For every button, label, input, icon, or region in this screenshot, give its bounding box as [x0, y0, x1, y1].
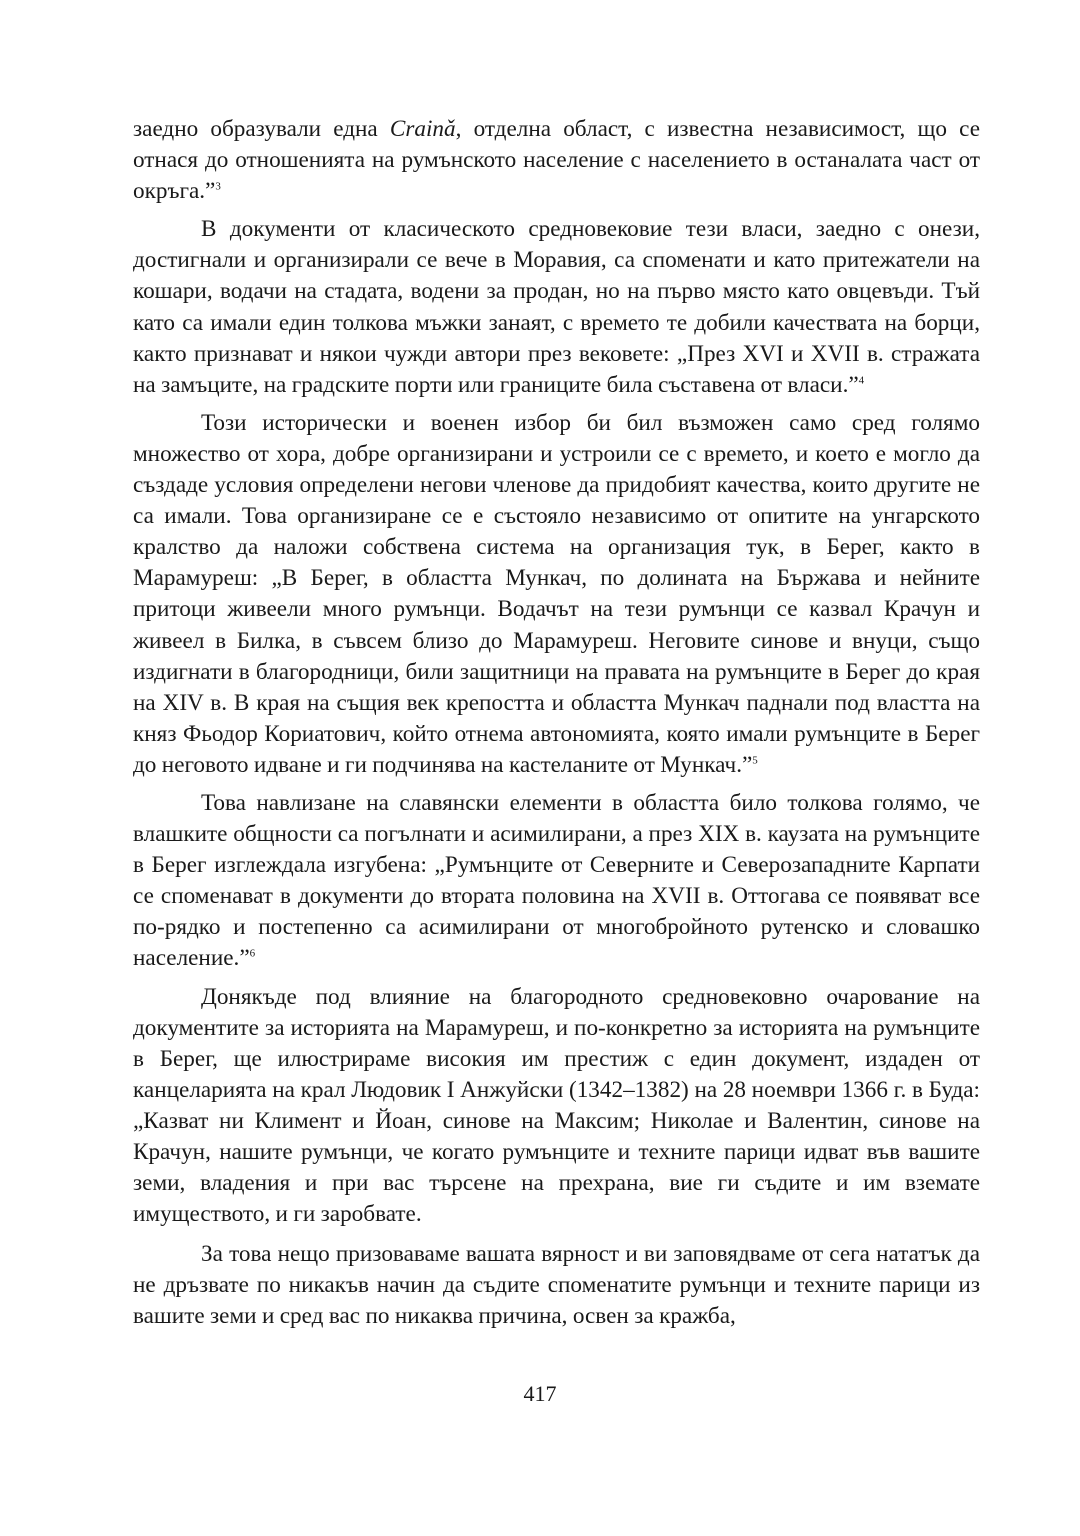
page-number: 417 [523, 1381, 557, 1406]
paragraph-6 [133, 1239, 980, 1332]
paragraph-1-text-end: , отделна област, с известна независимост, що се отнася до отношенията на румънското население с населението в останалата част от окръга.” [133, 116, 980, 205]
body-text [133, 114, 980, 1333]
italic-term-craina: Crainǎ [389, 116, 456, 142]
paragraph-5 [133, 982, 980, 1231]
footnote-ref-4: 4 [858, 374, 865, 387]
footnote-ref-6: 6 [249, 947, 256, 960]
paragraph-3-text: Този исторически и военен избор би бил възможен само сред голямо множество от хора, добре организирани и устроили се с времето, и което е могло да създаде условия определени негови членове да придобият качества, които другите не са имали. Това организиране се е състояло независимо от опитите на унгарското кралство да наложи собствена система на организация тук, в Берег, както в Марамуреш: „В Берег, в областта Мункач, по долината на Бържава и нейните притоци живеели много румънци. Водачът на тези румънци се казвал Крачун и живеел в Билка, в съвсем близо до Марамуреш. Неговите синове и внуци, също издигнати в благородници, били защитници на правата на румънците в Берег до края на XIV в. В края на същия век крепостта и областта Мункач паднали под властта на княз Фьодор Кориатович, който отнема автономията, която имали румънците в Берег до неговото идване и ги подчинява на кастеланите от Мункач.” [133, 409, 980, 778]
footnote-ref-3: 3 [215, 180, 221, 193]
paragraph-1 [133, 114, 980, 207]
paragraph-6-text: За това нещо призоваваме вашата вярност и ви заповядваме от сега нататък да не дръзвате по никакъв начин да съдите споменатите румънци и техните парици из вашите земи и сред вас по никаква причина, освен за кражба, [133, 1241, 980, 1330]
footnote-ref-5: 5 [752, 754, 758, 767]
paragraph-5-text: Донякъде под влияние на благородното средновековно очарование на документите за историята на Марамуреш, и по-конкретно за историята на румънците в Берег, ще илюстрираме високия им престиж с един документ, издаден от канцеларията на крал Людовик I Анжуйски (1342–1382) на 28 ноември 1366 г. в Буда: „Казват ни Климент и Йоан, синове на Максим; Николае и Валентин, синове на Крачун, нашите румънци, че когато румънците и техните парици идват във вашите земи, владения и при вас търсене на прехрана, вие ги съдите и им вземате имуществото, и ги заробвате. [133, 983, 980, 1228]
paragraph-1-text-start: заедно образували една [133, 116, 390, 142]
paragraph-2-text: В документи от класическото средновековие тези власи, заедно с онези, достигнали и организирали се вече в Моравия, са споменати и като притежатели на кошари, водачи на стадата, водени за продан, но на първо място като овцевъди. Тъй като са имали един толкова мъжки занаят, с времето те добили качествата на борци, както признават и някои чужди автори през вековете: „През XVI и XVII в. стражата на замъците, на градските порти или границите била съставена от власи.” [133, 216, 980, 398]
paragraph-4 [133, 788, 980, 975]
paragraph-4-text: Това навлизане на славянски елементи в областта било толкова голямо, че влашките общности са погълнати и асимилирани, а през XIX в. каузата на румънците в Берег изглеждала изгубена: „Румънците от Северните и Северозападните Карпати се споменават в документи до втората половина на XVII в. Оттогава се появяват все по-рядко и постепенно са асимилирани от многобройното рутенско и словашко население.” [133, 789, 980, 972]
paragraph-2 [133, 214, 980, 401]
paragraph-3 [133, 408, 980, 781]
